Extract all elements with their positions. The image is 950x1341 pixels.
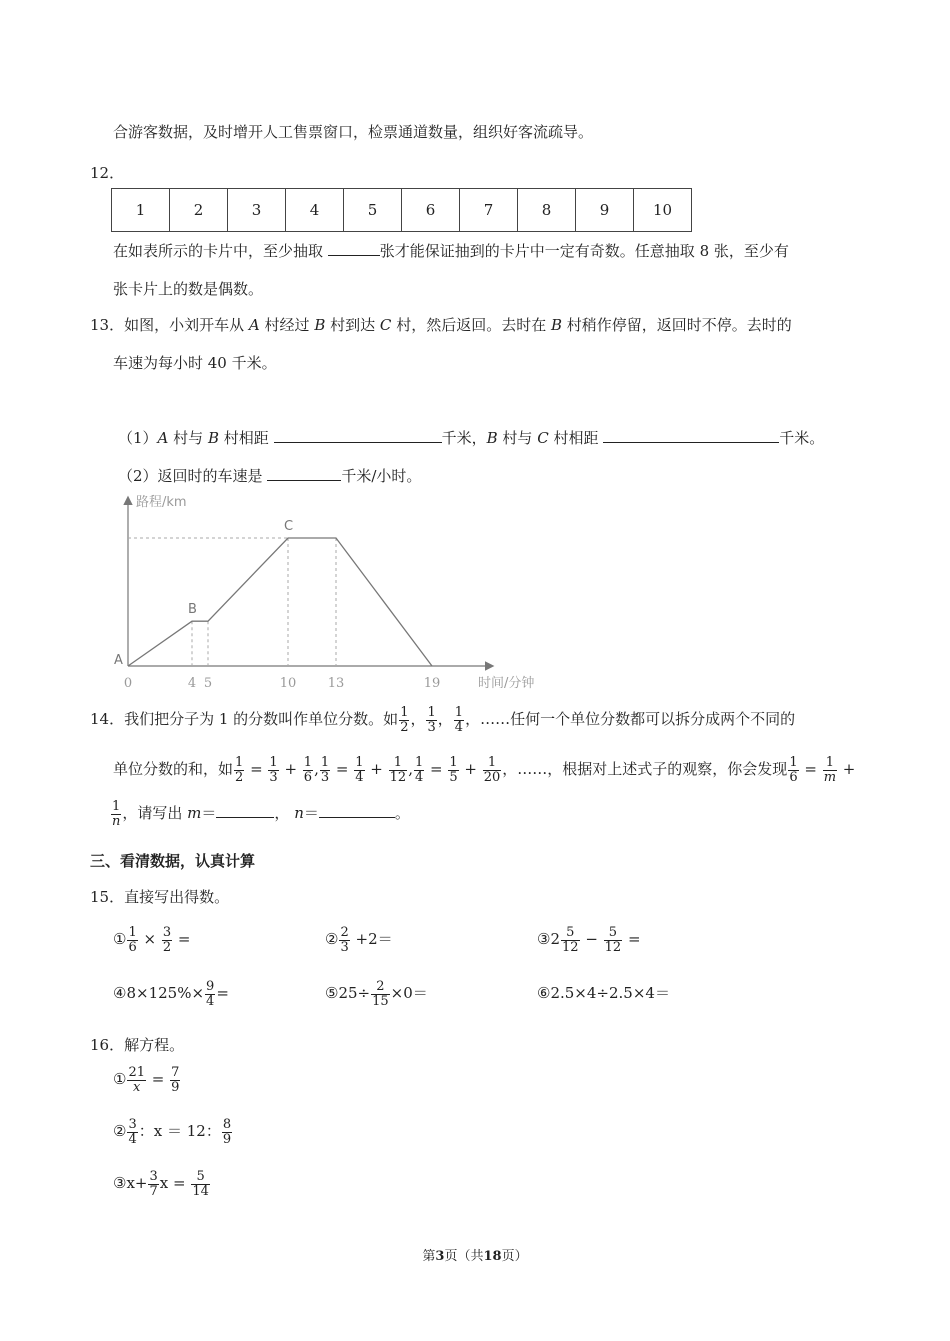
card-cell-6: 6 xyxy=(402,189,460,232)
distance-series-line xyxy=(128,538,432,666)
x-tick-0: 0 xyxy=(123,676,133,691)
q16-eq-1: ① $\frac{21}{x}$ = $\frac{7}{9}$ xyxy=(113,1065,180,1095)
q15-title: 15．直接写出得数。 xyxy=(90,888,230,906)
q12-line2: 张卡片上的数是偶数。 xyxy=(113,280,264,298)
q14-line3: $\frac{1}{n}$ ，请写出 m＝ ， n＝ 。 xyxy=(112,799,410,829)
q15-expr-2: ② $\frac{2}{3}$ +2＝ xyxy=(325,925,393,955)
card-cell-7: 7 xyxy=(460,189,518,232)
section-3-heading: 三、看清数据，认真计算 xyxy=(90,852,256,870)
q15-expr-5: ⑤25÷ $\frac{2}{15}$ ×0＝ xyxy=(325,979,428,1009)
card-cell-2: 2 xyxy=(170,189,228,232)
y-axis-label: 路程/km xyxy=(136,495,187,510)
card-cell-10: 10 xyxy=(634,189,692,232)
x-tick-4: 4 xyxy=(187,676,197,691)
page-footer: 第3页（共18页） xyxy=(422,1249,528,1264)
card-cell-8: 8 xyxy=(518,189,576,232)
card-cell-5: 5 xyxy=(344,189,402,232)
point-label-C: C xyxy=(284,519,294,534)
q13-sub1: （1）A 村与 B 村相距 千米，B 村与 C 村相距 千米。 xyxy=(118,429,825,447)
q14-line1: 14．我们把分子为 1 的分数叫作单位分数。如 $\frac{1}{2}$ ， $\frac{1}{3}$ ， $\frac{1}{4}$ ，……任何一个单位分数都可以拆分成两个不同的 xyxy=(90,705,796,735)
card-cell-1: 1 xyxy=(112,189,170,232)
q12-number: 12． xyxy=(90,164,125,182)
q12-card-table xyxy=(111,188,692,232)
q13-sub2: （2）返回时的车速是 千米/小时。 xyxy=(118,467,422,485)
distance-time-chart xyxy=(100,488,560,698)
intro-line: 合游客数据，及时增开人工售票窗口，检票通道数量，组织好客流疏导。 xyxy=(113,123,594,141)
x-tick-5: 5 xyxy=(203,676,213,691)
q15-expr-3: ③2 $\frac{5}{12}$ − $\frac{5}{12}$ = xyxy=(537,925,641,955)
x-tick-10: 10 xyxy=(279,676,297,691)
point-label-B: B xyxy=(188,602,197,618)
q14-line2: 单位分数的和，如 $\frac{1}{2}$ = $\frac{1}{3}$ + $\frac{1}{6}$ , $\frac{1}{3}$ = $\frac{1}{4}$ + $\frac{1}{12}$ , $\frac{1}{4}$ = $\frac{1}{5}$ + $\frac{1}{20}$ ，……，根据对上述式子的观察，你会发现 $\frac{1}{6}$ = $\frac{1}{m}$ + xyxy=(113,755,856,785)
q16-title: 16．解方程。 xyxy=(90,1036,185,1054)
q15-expr-1: ① $\frac{1}{6}$ × $\frac{3}{2}$ = xyxy=(113,925,191,955)
q13-line2: 车速为每小时 40 千米。 xyxy=(113,354,277,372)
card-cell-3: 3 xyxy=(228,189,286,232)
q15-expr-4: ④8×125%× $\frac{9}{4}$ = xyxy=(113,979,229,1009)
q15-expr-6: ⑥2.5×4÷2.5×4＝ xyxy=(537,984,670,1002)
point-label-A: A xyxy=(114,653,123,668)
q16-eq-2: ② $\frac{3}{4}$ ：x ＝ 12： $\frac{8}{9}$ xyxy=(113,1117,232,1147)
q12-line1: 在如表所示的卡片中，至少抽取 张才能保证抽到的卡片中一定有奇数。任意抽取 8 张，至少有 xyxy=(113,242,789,260)
card-cell-9: 9 xyxy=(576,189,634,232)
q16-eq-3: ③x+ $\frac{3}{7}$ x = $\frac{5}{14}$ xyxy=(113,1169,209,1199)
card-cell-4: 4 xyxy=(286,189,344,232)
x-tick-19: 19 xyxy=(423,676,441,691)
q13-line1: 13．如图，小刘开车从 A 村经过 B 村到达 C 村，然后返回。去时在 B 村稍作停留，返回时不停。去时的 xyxy=(90,316,792,334)
x-tick-13: 13 xyxy=(327,676,345,691)
x-axis-label: 时间/分钟 xyxy=(478,676,535,691)
